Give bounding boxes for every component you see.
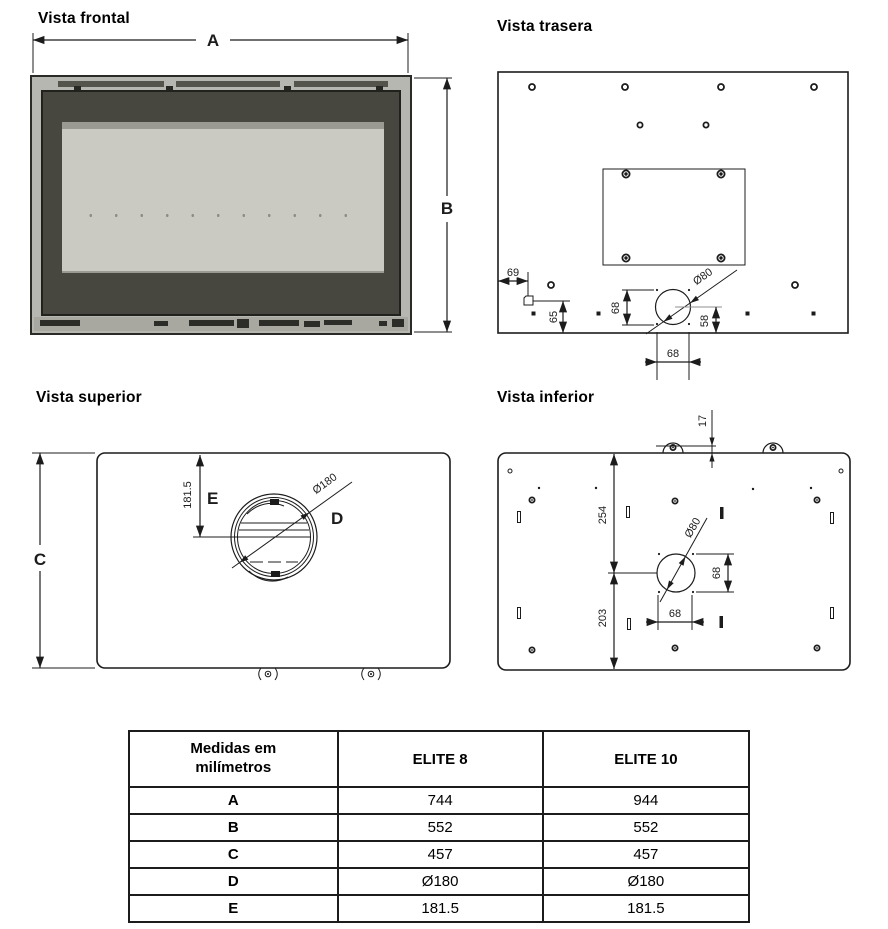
row-label: B xyxy=(129,814,338,841)
front-dimensions xyxy=(0,0,460,360)
dim-a-label: A xyxy=(206,31,220,50)
rear-panel-outline xyxy=(498,72,848,333)
row-label: C xyxy=(129,841,338,868)
rear-view-drawing xyxy=(460,0,888,390)
elite10-value: Ø180 xyxy=(543,868,749,895)
elite8-value: Ø180 xyxy=(338,868,543,895)
svg-text:65: 65 xyxy=(548,310,560,324)
elite10-value: 181.5 xyxy=(543,895,749,922)
table-header-units: Medidas em milímetros xyxy=(129,731,338,787)
top-panel-outline xyxy=(97,453,450,668)
elite10-value: 457 xyxy=(543,841,749,868)
top-dim-c xyxy=(32,453,95,668)
bottom-top-tabs xyxy=(663,443,783,453)
table-row xyxy=(129,814,749,841)
top-flue-diameter-label: Ø180 xyxy=(310,471,340,497)
top-view-title: Vista superior xyxy=(36,389,142,406)
svg-text:C: C xyxy=(33,550,47,569)
svg-text:69: 69 xyxy=(506,267,520,279)
top-dim-e-value: 181.5 xyxy=(182,481,194,509)
bottom-panel-outline xyxy=(498,453,850,670)
svg-text:68: 68 xyxy=(610,301,622,315)
elite8-value: 181.5 xyxy=(338,895,543,922)
dim-b-label: B xyxy=(440,199,454,218)
dimensions-table xyxy=(128,730,750,923)
elite10-value: 552 xyxy=(543,814,749,841)
top-dim-d-letter: D xyxy=(331,509,344,528)
table-row xyxy=(129,895,749,922)
top-dim-e-letter: E xyxy=(207,489,219,508)
row-label: E xyxy=(129,895,338,922)
table-row xyxy=(129,787,749,814)
rear-flue-diameter-label: Ø80 xyxy=(691,266,715,288)
svg-text:17: 17 xyxy=(697,414,709,428)
elite10-value: 944 xyxy=(543,787,749,814)
svg-text:254: 254 xyxy=(597,505,609,525)
rear-view-title: Vista trasera xyxy=(497,18,593,35)
table-header-row xyxy=(129,731,749,787)
top-view-drawing xyxy=(0,385,460,690)
dimension-a xyxy=(33,31,408,73)
elite8-value: 457 xyxy=(338,841,543,868)
svg-text:203: 203 xyxy=(597,608,609,628)
svg-text:58: 58 xyxy=(699,314,711,328)
bottom-view-title: Vista inferior xyxy=(497,389,595,406)
table-header-elite8: ELITE 8 xyxy=(338,731,543,787)
row-label: D xyxy=(129,868,338,895)
bottom-flue-diameter-label: Ø80 xyxy=(682,515,704,541)
table-header-elite10: ELITE 10 xyxy=(543,731,749,787)
svg-text:68: 68 xyxy=(668,608,682,620)
table-row xyxy=(129,841,749,868)
bottom-view-drawing xyxy=(460,385,888,690)
elite8-value: 744 xyxy=(338,787,543,814)
row-label: A xyxy=(129,787,338,814)
table-row xyxy=(129,868,749,895)
rear-dim-68-bottom xyxy=(645,332,701,380)
dimension-b xyxy=(414,78,453,332)
front-view-title: Vista frontal xyxy=(38,10,130,27)
top-mounting-tabs xyxy=(259,668,381,680)
elite8-value: 552 xyxy=(338,814,543,841)
svg-text:68: 68 xyxy=(711,566,723,580)
svg-text:68: 68 xyxy=(666,348,680,360)
